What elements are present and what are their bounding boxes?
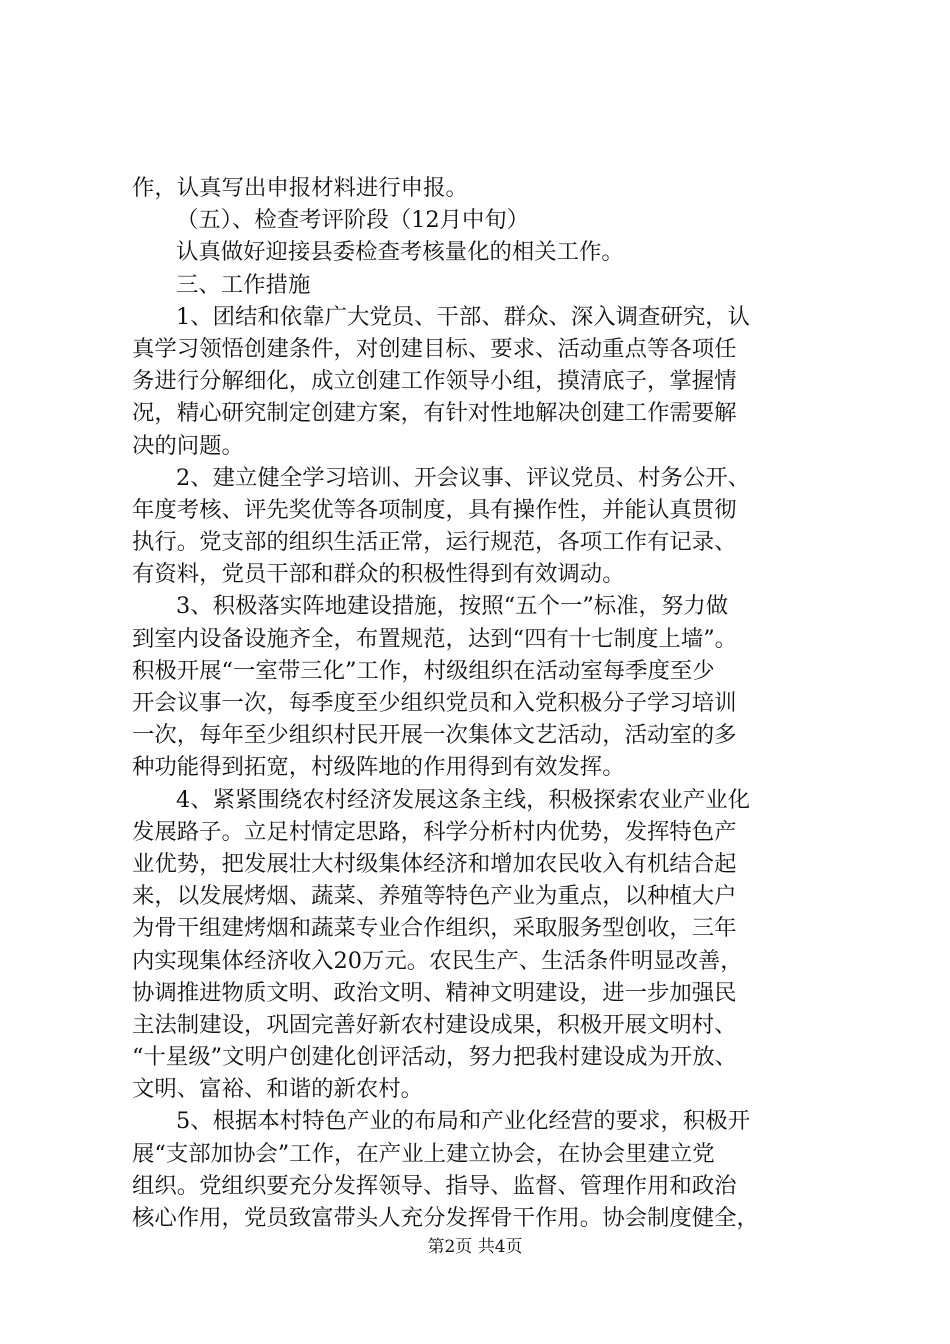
text-line: 执行。党支部的组织生活正常，运行规范，各项工作有记录、 xyxy=(132,529,737,556)
text-line: 主法制建设，巩固完善好新农村建设成果，积极开展文明村、 xyxy=(132,1011,737,1038)
section-heading: （五）、检查考评阶段（12月中旬） xyxy=(176,207,530,234)
text-line: 4、紧紧围绕农村经济发展这条主线，积极探索农业产业化 xyxy=(176,786,751,813)
text-line: 文明、富裕、和谐的新农村。 xyxy=(132,1076,424,1103)
text-line: 组织。党组织要充分发挥领导、指导、监督、管理作用和政治 xyxy=(132,1172,737,1199)
text-line: 开会议事一次，每季度至少组织党员和入党积极分子学习培训 xyxy=(132,690,737,716)
text-line: 核心作用，党员致富带头人充分发挥骨干作用。协会制度健全， xyxy=(132,1205,759,1231)
text-line: 来，以发展烤烟、蔬菜、养殖等特色产业为重点，以种植大户 xyxy=(132,883,737,910)
text-line: 一次，每年至少组织村民开展一次集体文艺活动，活动室的多 xyxy=(132,722,737,749)
text-line: 展“支部加协会”工作，在产业上建立协会，在协会里建立党 xyxy=(132,1140,715,1167)
section-heading: 三、工作措施 xyxy=(176,271,311,298)
text-line: 3、积极落实阵地建设措施，按照“五个一”标准，努力做 xyxy=(176,593,729,620)
text-line: 1、团结和依靠广大党员、干部、群众、深入调查研究，认 xyxy=(176,303,751,330)
text-line: 认真做好迎接县委检查考核量化的相关工作。 xyxy=(176,239,624,266)
text-line: 积极开展“一室带三化”工作，村级组织在活动室每季度至少 xyxy=(132,657,715,684)
text-line: 决的问题。 xyxy=(132,432,244,459)
text-line: 2、建立健全学习培训、开会议事、评议党员、村务公开、 xyxy=(176,464,751,491)
text-line: 况，精心研究制定创建方案，有针对性地解决创建工作需要解 xyxy=(132,400,737,427)
text-line: 业优势，把发展壮大村级集体经济和增加农民收入有机结合起 xyxy=(132,850,737,877)
text-line: 5、根据本村特色产业的布局和产业化经营的要求，积极开 xyxy=(176,1108,751,1135)
text-line: 真学习领悟创建条件，对创建目标、要求、活动重点等各项任 xyxy=(132,335,737,362)
text-line: 种功能得到拓宽，村级阵地的作用得到有效发挥。 xyxy=(132,754,625,781)
text-line: 作，认真写出申报材料进行申报。 xyxy=(132,175,468,201)
text-line: 务进行分解细化，成立创建工作领导小组，摸清底子，掌握情 xyxy=(132,368,737,395)
text-line: 到室内设备设施齐全，布置规范，达到“四有十七制度上墙”。 xyxy=(132,625,738,652)
document-body xyxy=(132,172,822,1234)
text-line: 协调推进物质文明、政治文明、精神文明建设，进一步加强民 xyxy=(132,979,737,1006)
text-line: 发展路子。立足村情定思路，科学分析村内优势，发挥特色产 xyxy=(132,818,737,845)
page-number-footer: 第2页 共4页 xyxy=(427,1237,523,1257)
text-line: 有资料，党员干部和群众的积极性得到有效调动。 xyxy=(132,561,625,588)
text-line: “十星级”文明户创建化创评活动，努力把我村建设成为开放、 xyxy=(132,1044,738,1071)
text-line: 年度考核、评先奖优等各项制度，具有操作性，并能认真贯彻 xyxy=(132,496,737,523)
text-line: 为骨干组建烤烟和蔬菜专业合作组织，采取服务型创收，三年 xyxy=(132,915,737,942)
text-line: 内实现集体经济收入20万元。农民生产、生活条件明显改善， xyxy=(132,947,743,974)
